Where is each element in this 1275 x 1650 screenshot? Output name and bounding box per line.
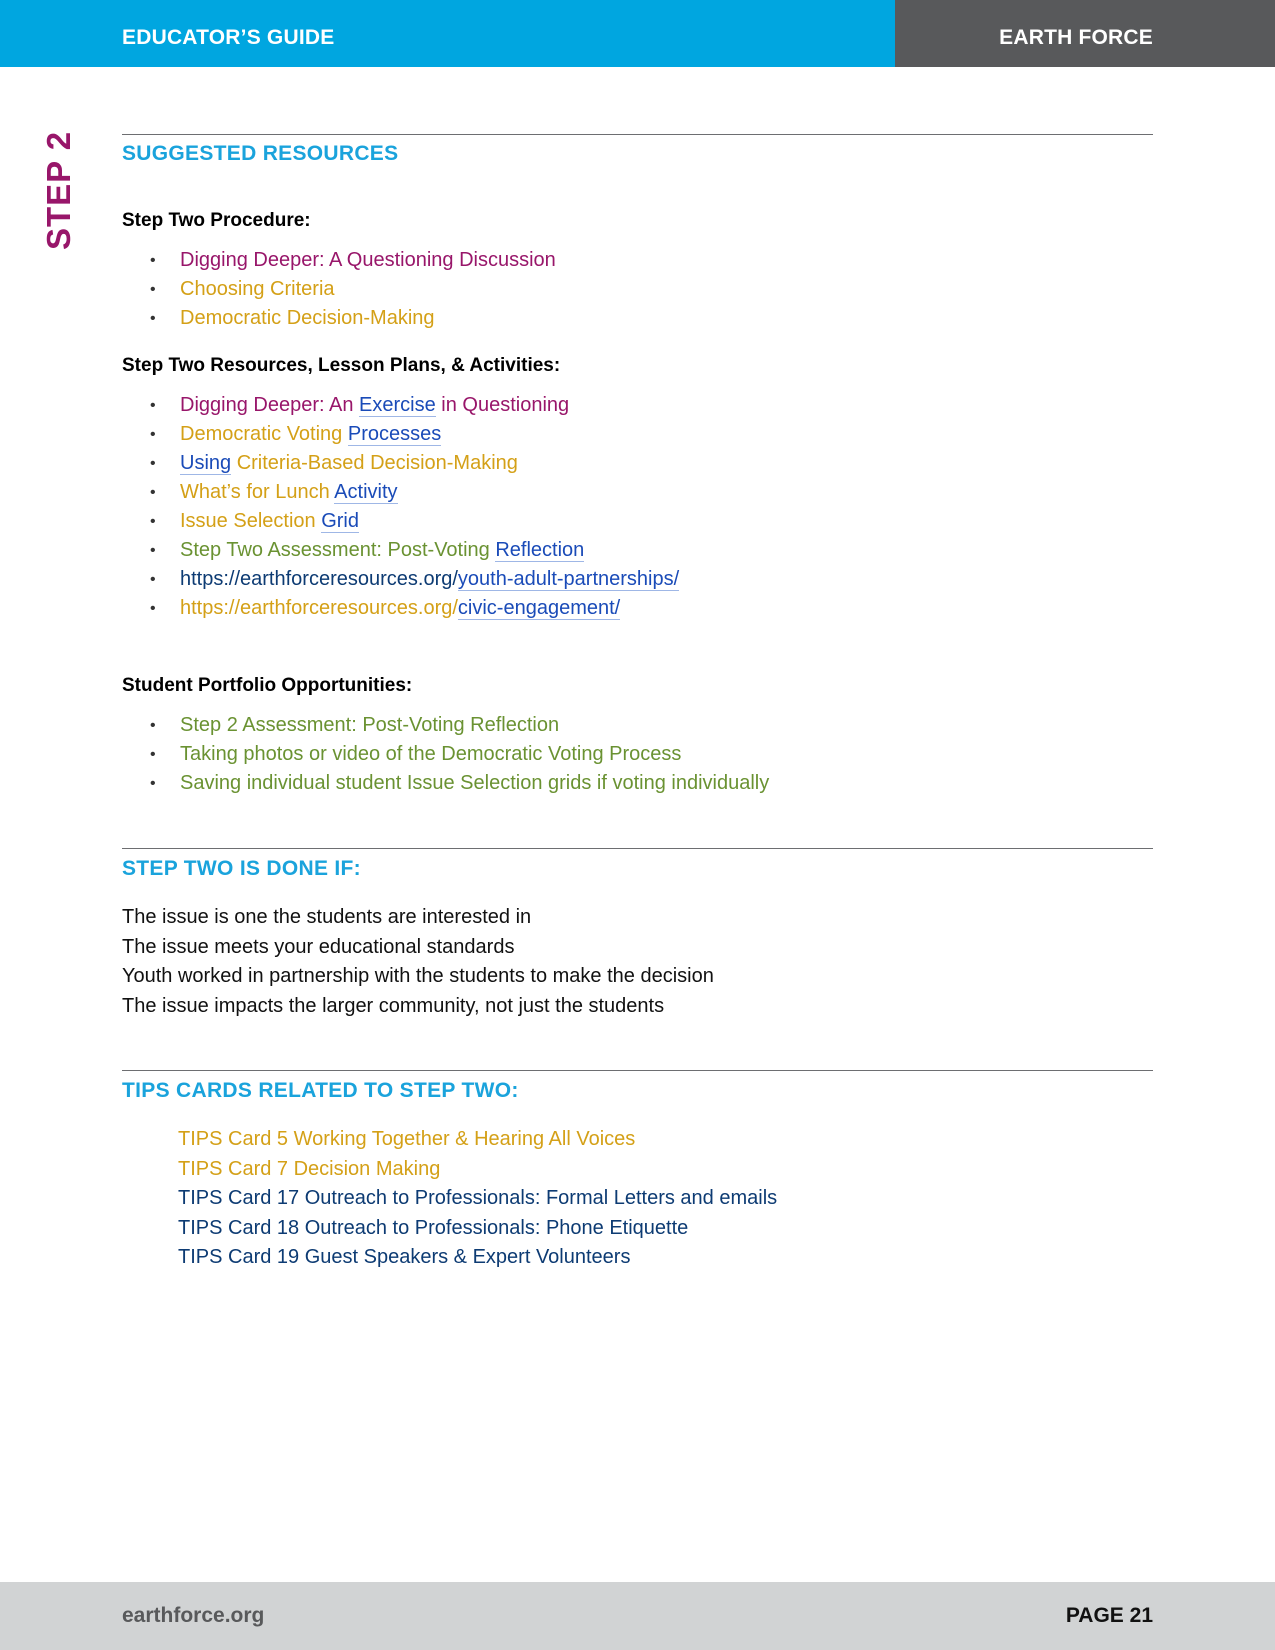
criteria-line: The issue impacts the larger community, not just the students [122, 994, 665, 1017]
list-item: • Step 2 Assessment: Post-Voting Reflection [150, 711, 769, 740]
criteria-line: Youth worked in partnership with the students to make the decision [122, 965, 714, 987]
list-item[interactable]: • Digging Deeper: A Questioning Discussion [150, 246, 556, 275]
criteria-line: The issue is one the students are interested in [122, 906, 532, 928]
done-criteria [122, 903, 714, 1021]
list-item[interactable]: • Democratic Decision-Making [150, 304, 556, 333]
resource-link[interactable]: Processes [347, 423, 442, 445]
resource-link[interactable]: Reflection [495, 539, 585, 561]
list-item: • Democratic Voting Processes [150, 420, 679, 449]
resources-heading: Step Two Resources, Lesson Plans, & Activities: [122, 355, 561, 376]
list-item: • Digging Deeper: An Exercise in Questioning [150, 391, 679, 420]
list-item: • Issue Selection Grid [150, 507, 679, 536]
section-divider [122, 134, 1153, 135]
tips-card-link[interactable]: TIPS Card 17 Outreach to Professionals: Formal Letters and emails [178, 1187, 778, 1209]
resource-link[interactable]: Exercise [359, 394, 436, 416]
resource-link[interactable]: youth-adult-partnerships/ [457, 568, 680, 590]
list-item: • Using Criteria-Based Decision-Making [150, 449, 679, 478]
tips-card-link[interactable]: TIPS Card 5 Working Together & Hearing All Voices [178, 1128, 636, 1150]
resource-link[interactable]: Grid [321, 510, 359, 532]
tips-card-link[interactable]: TIPS Card 19 Guest Speakers & Expert Volunteers [178, 1246, 631, 1268]
tips-list [178, 1125, 777, 1273]
list-item: • https://earthforceresources.org/civic-engagement/ [150, 594, 679, 623]
section-divider [122, 848, 1153, 849]
list-item: • Saving individual student Issue Selection grids if voting individually [150, 769, 769, 798]
list-item[interactable]: • Choosing Criteria [150, 275, 556, 304]
footer-url[interactable]: earthforce.org [122, 1604, 265, 1627]
page-number: PAGE 21 [1065, 1604, 1153, 1627]
resources-list [150, 391, 679, 623]
header-brand: EARTH FORCE [999, 26, 1153, 49]
tips-card-link[interactable]: TIPS Card 7 Decision Making [178, 1157, 441, 1180]
criteria-line: The issue meets your educational standards [122, 935, 515, 958]
procedure-heading: Step Two Procedure: [122, 210, 311, 231]
tips-heading: TIPS CARDS RELATED TO STEP TWO: [122, 1079, 519, 1102]
page-header [0, 0, 1275, 67]
portfolio-heading: Student Portfolio Opportunities: [122, 675, 413, 696]
procedure-list [150, 246, 556, 333]
list-item: • Step Two Assessment: Post-Voting Reflection [150, 536, 679, 565]
resource-link[interactable]: civic-engagement/ [457, 597, 621, 619]
list-item: • https://earthforceresources.org/youth-adult-partnerships/ [150, 565, 679, 594]
suggested-resources-heading: SUGGESTED RESOURCES [122, 142, 399, 165]
step-side-tab: STEP 2 [40, 130, 77, 250]
list-item: • Taking photos or video of the Democratic Voting Process [150, 740, 769, 769]
tips-card-link[interactable]: TIPS Card 18 Outreach to Professionals: Phone Etiquette [178, 1216, 689, 1239]
resource-link[interactable]: Using [180, 452, 232, 474]
section-divider [122, 1070, 1153, 1071]
resource-link[interactable]: Activity [334, 481, 398, 503]
page-footer [0, 1582, 1275, 1650]
list-item: • What’s for Lunch Activity [150, 478, 679, 507]
header-title: EDUCATOR’S GUIDE [122, 26, 335, 49]
portfolio-list [150, 711, 769, 798]
done-heading: STEP TWO IS DONE IF: [122, 857, 361, 880]
